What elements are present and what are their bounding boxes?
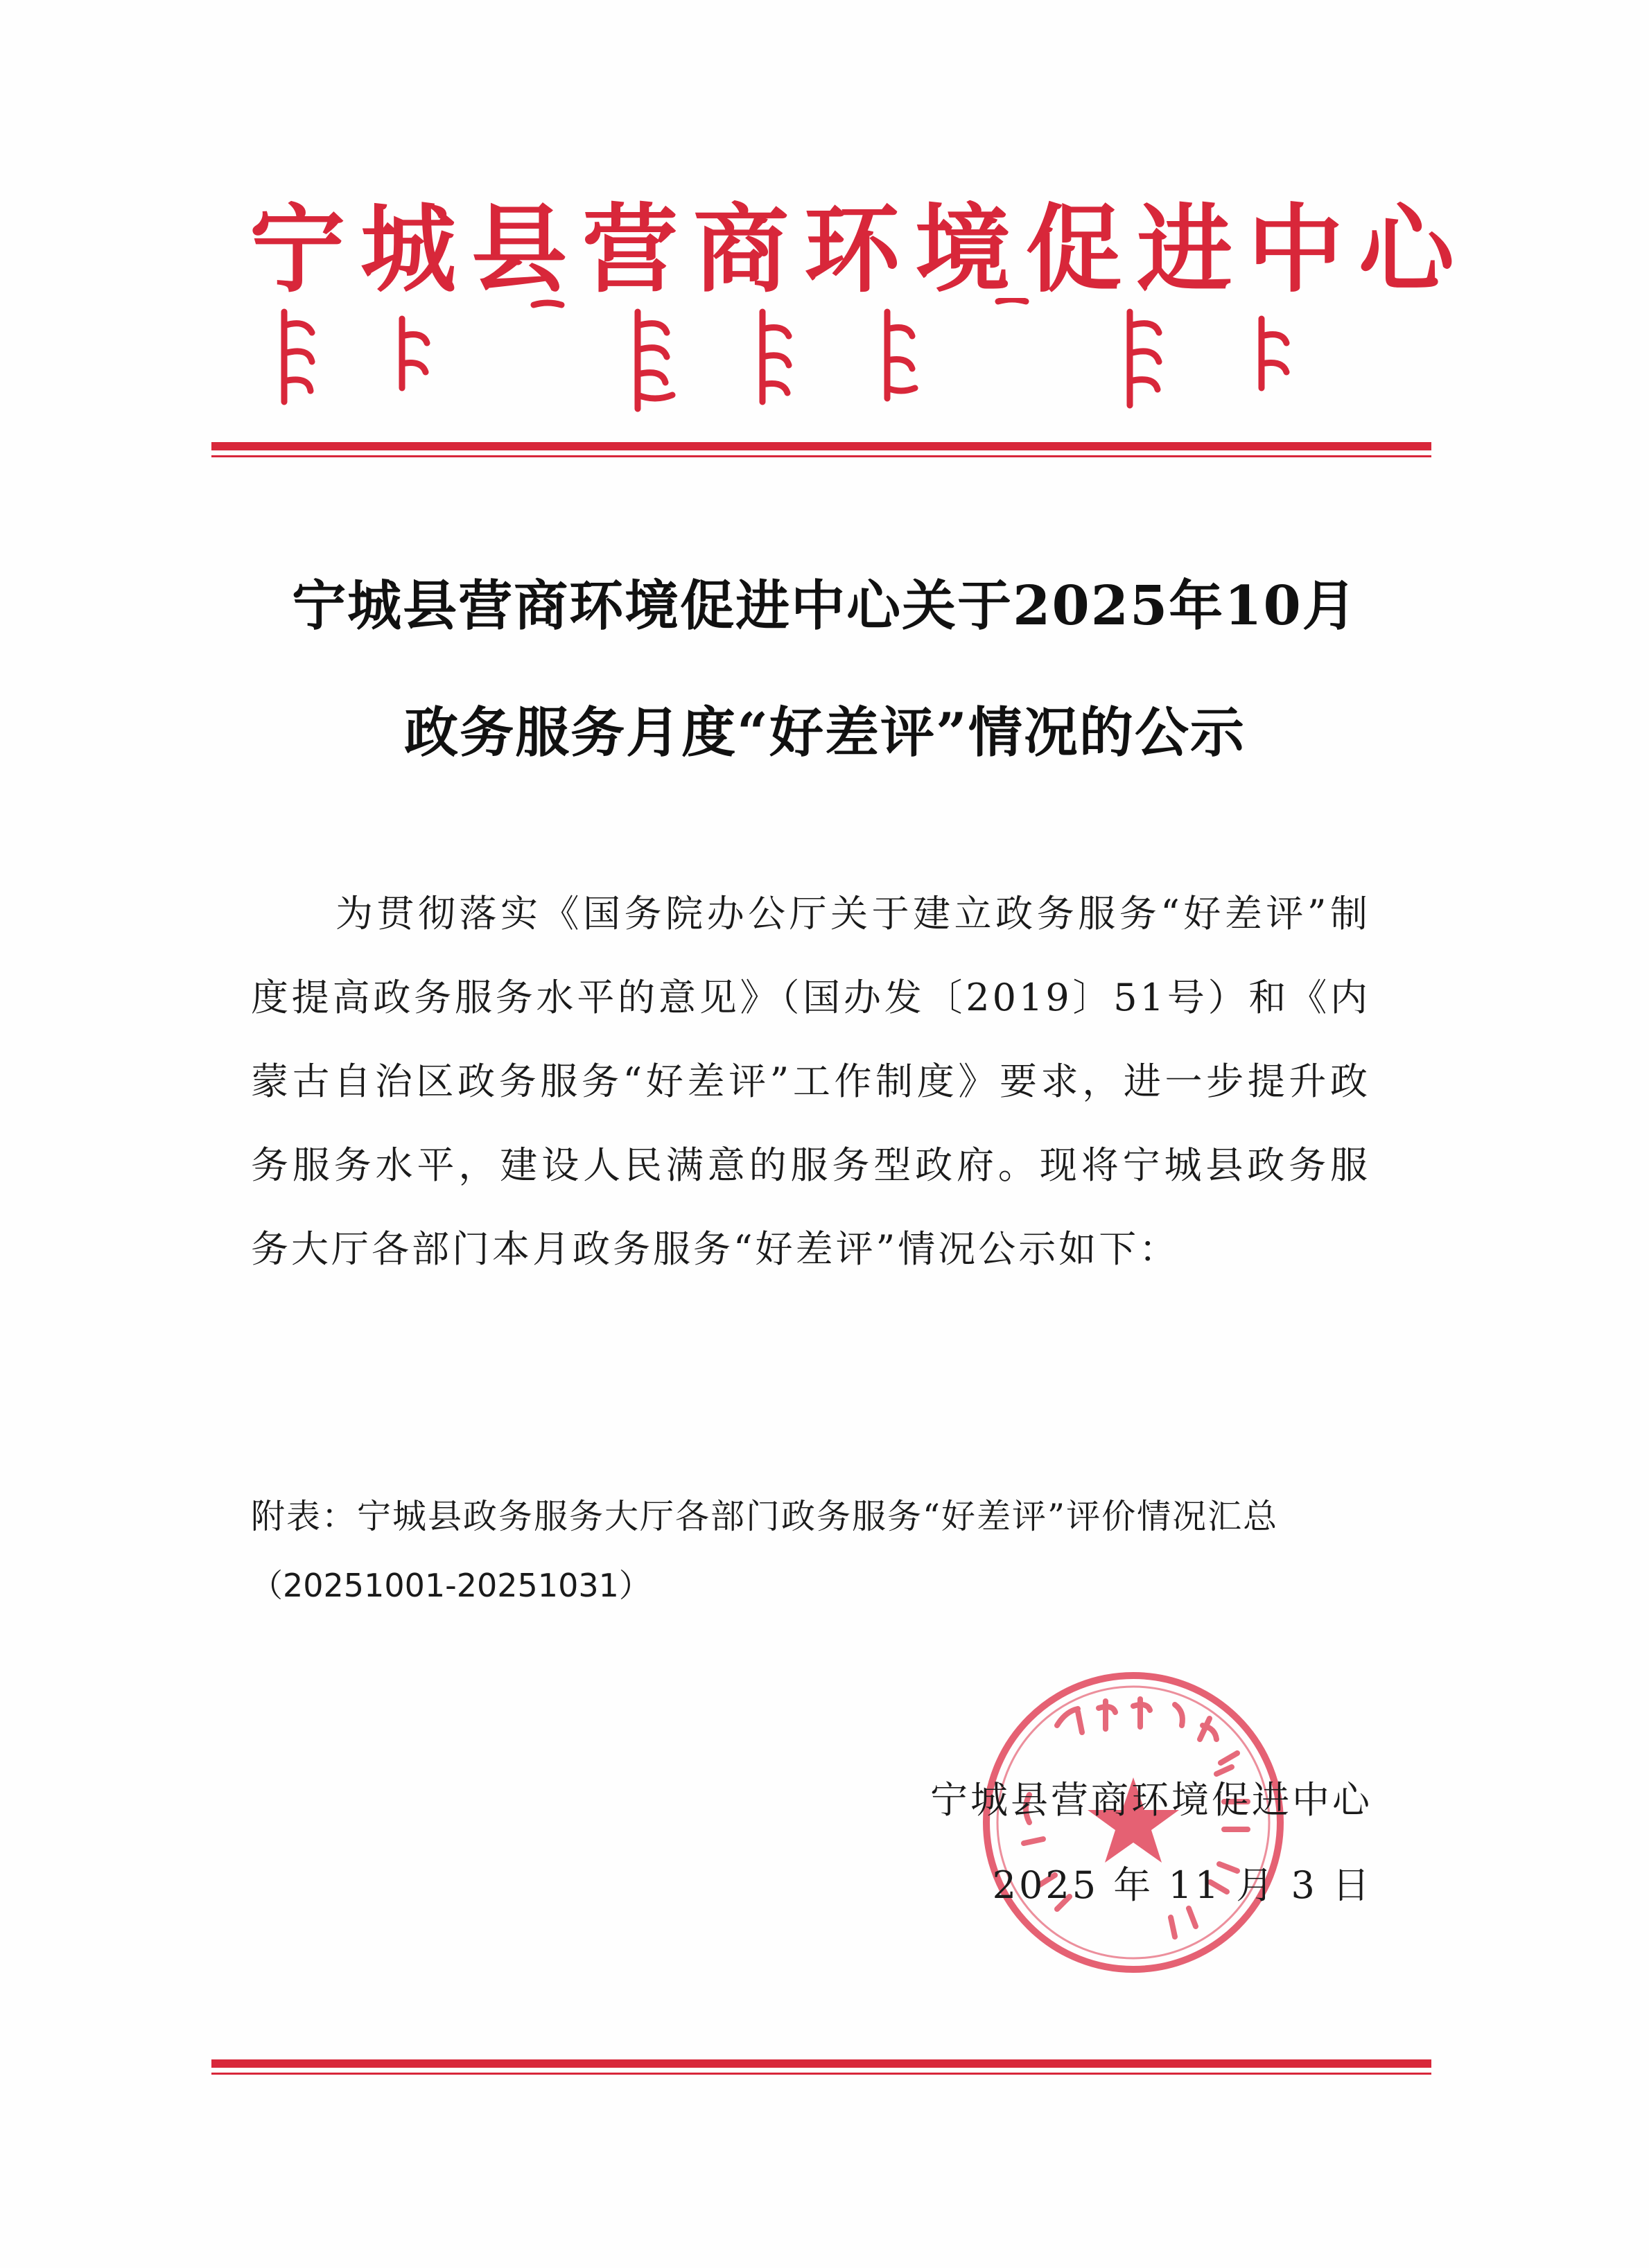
letterhead-org-name: 宁城县营商环境促进中心 bbox=[250, 193, 1470, 306]
body-paragraph: 为贯彻落实《国务院办公厅关于建立政务服务“好差评”制度提高政务服务水平的意见》（国办发〔2019〕51号）和《内蒙古自治区政务服务“好差评”工作制度》要求，进一步提升政务服务水平，建设人民满意的服务型政府。现将宁城县政务服务大厅各部门本月政务服务“好差评”情况公示如下： bbox=[251, 892, 1370, 1271]
document-title-line-2: 政务服务月度“好差评”情况的公示 bbox=[404, 701, 1246, 764]
footer-divider bbox=[211, 2059, 1431, 2068]
mongolian-script-logo bbox=[263, 298, 1386, 416]
footer-divider-thin bbox=[211, 2073, 1431, 2075]
header-divider-thin bbox=[211, 455, 1431, 457]
document-title-line-1: 宁城县营商环境促进中心关于2025年10月 bbox=[292, 574, 1358, 638]
signature-org: 宁城县营商环境促进中心 bbox=[930, 1778, 1372, 1822]
signature-date: 2025 年 11 月 3 日 bbox=[992, 1863, 1372, 1907]
header-divider bbox=[211, 442, 1431, 450]
attachment-label: 附表：宁城县政务服务大厅各部门政务服务“好差评”评价情况汇总 bbox=[251, 1497, 1279, 1536]
attachment-period: （20251001-20251031） bbox=[251, 1567, 651, 1604]
